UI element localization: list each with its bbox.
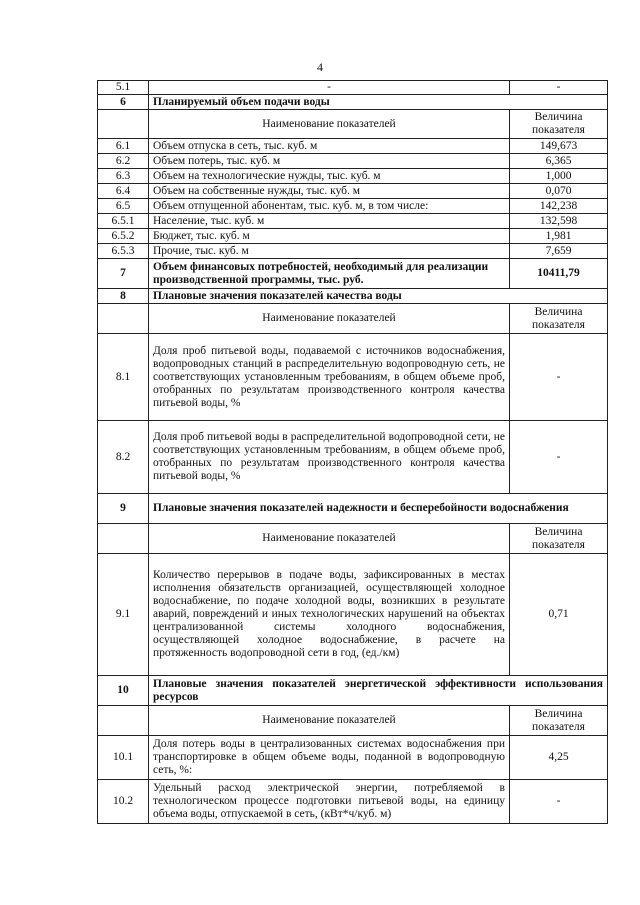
row-number: 9.1 bbox=[98, 554, 149, 676]
row-number: 10.2 bbox=[98, 780, 149, 824]
row-name: Количество перерывов в подаче воды, зафиксированных в местах исполнения обязательств организацией, осуществляющей холодное водоснабжение, по подаче холодной воды, возникших в результате аварий, повреждений и иных технологических нарушений на объектах централизованной системы холодного водоснабжения, осуществляющей холодное водоснабжение, в расчете на протяженность водопроводной сети в год, (ед./км) bbox=[149, 554, 510, 676]
empty-cell bbox=[98, 524, 149, 554]
row-value: 6,365 bbox=[510, 154, 608, 169]
table-row bbox=[98, 169, 608, 184]
empty-cell bbox=[98, 304, 149, 334]
column-header-name: Наименование показателей bbox=[149, 110, 510, 139]
row-number: 5.1 bbox=[98, 81, 149, 95]
section-title: Плановые значения показателей надежности и бесперебойности водоснабжения bbox=[149, 494, 608, 524]
row-value: 0,070 bbox=[510, 184, 608, 199]
table-row bbox=[98, 214, 608, 229]
section-title: Плановые значения показателей качества воды bbox=[149, 289, 608, 304]
row-name: Доля проб питьевой воды, подаваемой с источников водоснабжения, водопроводных станций в распределительную водопроводную сеть, не соответствующих установленным требованиям, в общем объеме проб, отобранных по результатам производственного контроля качества питьевой воды, % bbox=[149, 334, 510, 421]
row-value: 142,238 bbox=[510, 199, 608, 214]
column-header-row bbox=[98, 706, 608, 736]
table-row bbox=[98, 139, 608, 154]
row-value: - bbox=[510, 780, 608, 824]
section-title: Планируемый объем подачи воды bbox=[149, 95, 608, 110]
program-table bbox=[97, 80, 608, 824]
section-number: 8 bbox=[98, 289, 149, 304]
column-header-value: Величина показателя bbox=[510, 110, 608, 139]
column-header-name: Наименование показателей bbox=[149, 304, 510, 334]
section-number: 6 bbox=[98, 95, 149, 110]
column-header-value: Величина показателя bbox=[510, 706, 608, 736]
table-row bbox=[98, 81, 608, 95]
column-header-name: Наименование показателей bbox=[149, 706, 510, 736]
section-number: 9 bbox=[98, 494, 149, 524]
row-value: 7,659 bbox=[510, 244, 608, 259]
column-header-value: Величина показателя bbox=[510, 304, 608, 334]
row-number: 6.2 bbox=[98, 154, 149, 169]
section-row bbox=[98, 676, 608, 706]
section-row bbox=[98, 95, 608, 110]
table-row bbox=[98, 184, 608, 199]
row-name: Объем потерь, тыс. куб. м bbox=[149, 154, 510, 169]
table-row bbox=[98, 554, 608, 676]
table-row bbox=[98, 154, 608, 169]
row-number: 6.5.3 bbox=[98, 244, 149, 259]
row-name: Объем отпуска в сеть, тыс. куб. м bbox=[149, 139, 510, 154]
column-header-row bbox=[98, 304, 608, 334]
row-name: Бюджет, тыс. куб. м bbox=[149, 229, 510, 244]
row-name: Объем на технологические нужды, тыс. куб. м bbox=[149, 169, 510, 184]
page-number: 4 bbox=[317, 60, 323, 74]
row-number: 6.5 bbox=[98, 199, 149, 214]
section-number: 10 bbox=[98, 676, 149, 706]
table-row bbox=[98, 244, 608, 259]
column-header-value: Величина показателя bbox=[510, 524, 608, 554]
row-value: 149,673 bbox=[510, 139, 608, 154]
row-name: Удельный расход электрической энергии, потребляемой в технологическом процессе подготовки питьевой воды, на единицу объема воды, отпускаемой в сеть, (кВт*ч/куб. м) bbox=[149, 780, 510, 824]
section-title: Плановые значения показателей энергетической эффективности использования ресурсов bbox=[149, 676, 608, 706]
row-name: Объем отпущенной абонентам, тыс. куб. м, в том числе: bbox=[149, 199, 510, 214]
row-name: Население, тыс. куб. м bbox=[149, 214, 510, 229]
empty-cell bbox=[98, 706, 149, 736]
row-number: 6.3 bbox=[98, 169, 149, 184]
column-header-row bbox=[98, 524, 608, 554]
row-name: - bbox=[149, 81, 510, 95]
row-value: 1,981 bbox=[510, 229, 608, 244]
row-name: Доля потерь воды в централизованных системах водоснабжения при транспортировке в общем объеме воды, поданной в водопроводную сеть, %: bbox=[149, 736, 510, 780]
table-row bbox=[98, 199, 608, 214]
row-value: 1,000 bbox=[510, 169, 608, 184]
row-name: Объем на собственные нужды, тыс. куб. м bbox=[149, 184, 510, 199]
row-number: 6.5.1 bbox=[98, 214, 149, 229]
section-number: 7 bbox=[98, 259, 149, 289]
section-row bbox=[98, 289, 608, 304]
column-header-name: Наименование показателей bbox=[149, 524, 510, 554]
row-name: Прочие, тыс. куб. м bbox=[149, 244, 510, 259]
row-number: 10.1 bbox=[98, 736, 149, 780]
section-row bbox=[98, 494, 608, 524]
row-number: 6.4 bbox=[98, 184, 149, 199]
table-row bbox=[98, 736, 608, 780]
column-header-row bbox=[98, 110, 608, 139]
section-value: 10411,79 bbox=[510, 259, 608, 289]
row-value: - bbox=[510, 81, 608, 95]
row-name: Доля проб питьевой воды в распределительной водопроводной сети, не соответствующих установленным требованиям, в общем объеме проб, отобранных по результатам производственного контроля качества питьевой воды, % bbox=[149, 421, 510, 494]
table-row bbox=[98, 780, 608, 824]
empty-cell bbox=[98, 110, 149, 139]
row-value: 0,71 bbox=[510, 554, 608, 676]
row-value: 4,25 bbox=[510, 736, 608, 780]
row-number: 8.2 bbox=[98, 421, 149, 494]
section-title: Объем финансовых потребностей, необходимый для реализации производственной программы, тыс. руб. bbox=[149, 259, 510, 289]
table-row bbox=[98, 229, 608, 244]
row-number: 8.1 bbox=[98, 334, 149, 421]
row-number: 6.1 bbox=[98, 139, 149, 154]
row-value: 132,598 bbox=[510, 214, 608, 229]
table-row bbox=[98, 421, 608, 494]
row-value: - bbox=[510, 334, 608, 421]
table-row bbox=[98, 334, 608, 421]
row-value: - bbox=[510, 421, 608, 494]
row-number: 6.5.2 bbox=[98, 229, 149, 244]
section-row bbox=[98, 259, 608, 289]
